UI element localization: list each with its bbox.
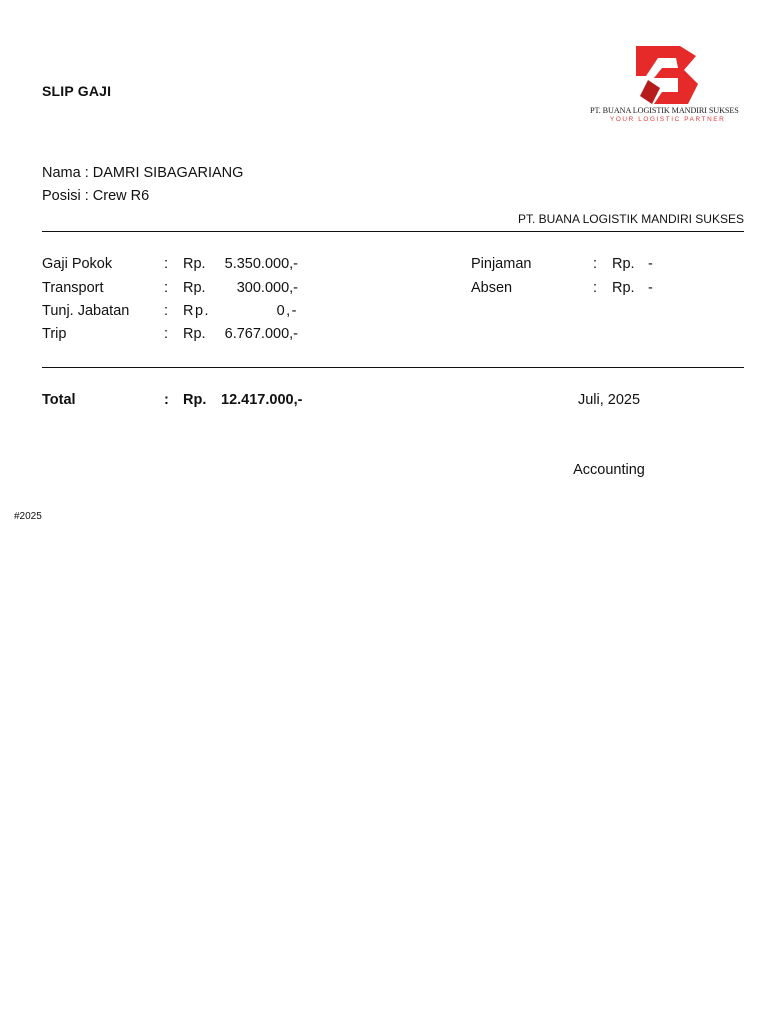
logo-tagline: YOUR LOGISTIC PARTNER bbox=[610, 116, 726, 123]
company-name: PT. BUANA LOGISTIK MANDIRI SUKSES bbox=[517, 212, 744, 226]
income-amount: 5.350.000,- bbox=[224, 256, 298, 272]
income-currency: Rp. bbox=[183, 303, 211, 319]
income-label: Tunj. Jabatan bbox=[42, 303, 130, 319]
income-currency: Rp. bbox=[183, 280, 206, 296]
income-currency: Rp. bbox=[183, 326, 206, 342]
income-label: Trip bbox=[42, 326, 67, 342]
deduction-amount: - bbox=[648, 256, 653, 272]
total-currency: Rp. bbox=[183, 392, 207, 408]
deduction-label: Pinjaman bbox=[471, 256, 532, 272]
logo-company-name: PT. BUANA LOGISTIK MANDIRI SUKSES bbox=[590, 106, 739, 115]
income-amount: 0,- bbox=[276, 303, 298, 319]
divider-top bbox=[42, 231, 744, 232]
divider-bottom bbox=[42, 367, 744, 368]
total-label: Total bbox=[42, 392, 76, 408]
income-row-tunj-jabatan bbox=[0, 303, 768, 321]
total-colon: : bbox=[164, 392, 169, 408]
income-row-trip bbox=[0, 326, 768, 344]
income-colon: : bbox=[164, 326, 169, 342]
income-colon: : bbox=[164, 280, 169, 296]
income-amount: 300.000,- bbox=[236, 280, 298, 296]
deduction-colon: : bbox=[593, 280, 598, 296]
signatory: Accounting bbox=[573, 462, 645, 478]
income-label: Transport bbox=[42, 280, 104, 296]
slip-date: Juli, 2025 bbox=[577, 392, 641, 408]
employee-position: Posisi : Crew R6 bbox=[42, 188, 150, 204]
deduction-currency: Rp. bbox=[612, 280, 635, 296]
deduction-currency: Rp. bbox=[612, 256, 635, 272]
deduction-label: Absen bbox=[471, 280, 513, 296]
deduction-amount: - bbox=[648, 280, 653, 296]
deduction-row-absen bbox=[0, 280, 768, 298]
company-logo bbox=[588, 42, 748, 132]
footnote: #2025 bbox=[14, 511, 42, 522]
deduction-row-pinjaman bbox=[0, 256, 768, 274]
logo-b-icon bbox=[634, 44, 702, 106]
slip-title: SLIP GAJI bbox=[42, 83, 112, 99]
income-colon: : bbox=[164, 303, 169, 319]
employee-name: Nama : DAMRI SIBAGARIANG bbox=[42, 165, 244, 181]
total-amount: 12.417.000,- bbox=[221, 392, 303, 408]
income-label: Gaji Pokok bbox=[42, 256, 113, 272]
income-currency: Rp. bbox=[183, 256, 206, 272]
income-colon: : bbox=[164, 256, 169, 272]
income-amount: 6.767.000,- bbox=[224, 326, 298, 342]
deduction-colon: : bbox=[593, 256, 598, 272]
